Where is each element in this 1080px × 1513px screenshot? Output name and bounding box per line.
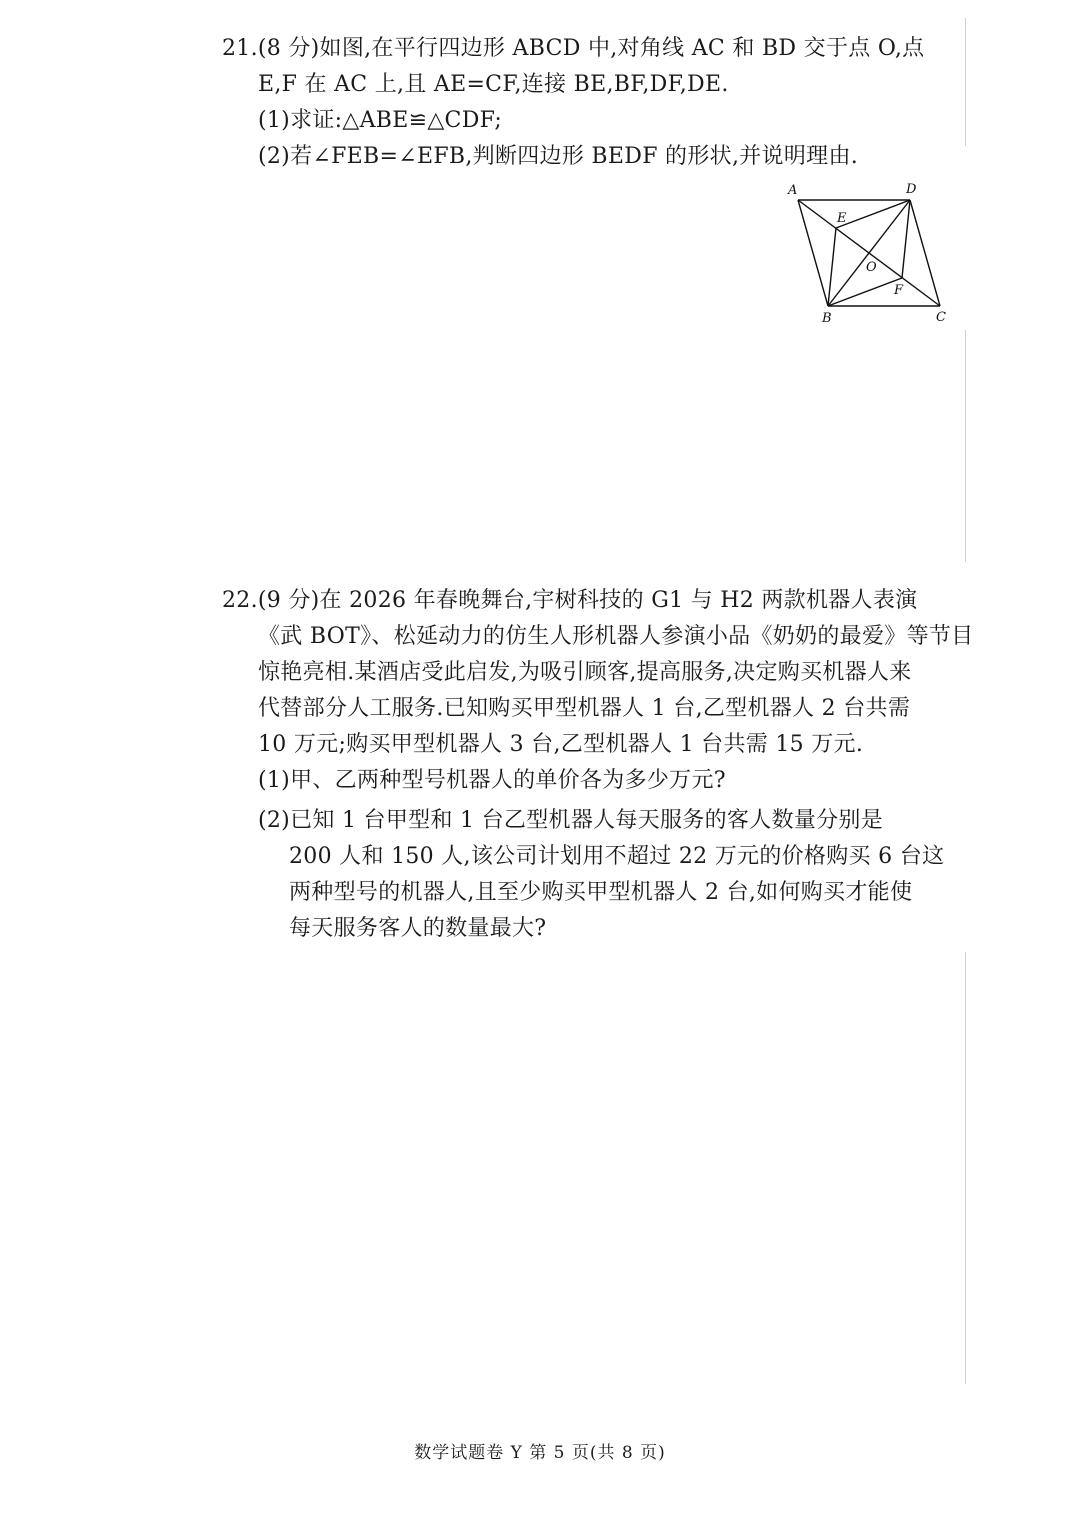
q22-line-1: 22.(9 分)在 2026 年春晚舞台,宇树科技的 G1 与 H2 两款机器人表演: [222, 588, 918, 613]
page-footer: 数学试题卷 Y 第 5 页(共 8 页): [414, 1443, 666, 1463]
q22-line-4: 代替部分人工服务.已知购买甲型机器人 1 台,乙型机器人 2 台共需: [258, 696, 911, 721]
q21-part-1: (1)求证:△ABE≌△CDF;: [258, 108, 503, 133]
q21-line-1: 21.(8 分)如图,在平行四边形 ABCD 中,对角线 AC 和 BD 交于点 O,点: [222, 36, 925, 61]
q22-part-2-line-3: 两种型号的机器人,且至少购买甲型机器人 2 台,如何购买才能使: [289, 880, 913, 905]
parallelogram-figure: [782, 178, 952, 328]
segment-df: [902, 200, 910, 278]
margin-rule-upper: [965, 330, 966, 562]
q22-line-2: 《武 BOT》、松延动力的仿生人形机器人参演小品《奶奶的最爱》等节目: [258, 624, 974, 649]
side-ba: [798, 200, 828, 306]
q22-line-5: 10 万元;购买甲型机器人 3 台,乙型机器人 1 台共需 15 万元.: [258, 732, 864, 757]
q21-part-2: (2)若∠FEB=∠EFB,判断四边形 BEDF 的形状,并说明理由.: [258, 144, 859, 169]
q22-part-2-line-2: 200 人和 150 人,该公司计划用不超过 22 万元的价格购买 6 台这: [289, 844, 945, 869]
segment-be: [828, 228, 836, 306]
label-o: O: [866, 260, 877, 275]
label-c: C: [936, 310, 946, 325]
margin-rule-lower: [965, 952, 966, 1384]
label-d: D: [906, 182, 917, 197]
q22-line-3: 惊艳亮相.某酒店受此启发,为吸引顾客,提高服务,决定购买机器人来: [258, 660, 912, 685]
margin-rule-top: [965, 18, 966, 146]
label-b: B: [822, 311, 832, 326]
side-dc: [910, 200, 940, 306]
label-a: A: [788, 183, 798, 198]
q22-part-2-line-4: 每天服务客人的数量最大?: [289, 916, 547, 941]
q21-line-2: E,F 在 AC 上,且 AE=CF,连接 BE,BF,DF,DE.: [258, 72, 729, 97]
q22-part-1: (1)甲、乙两种型号机器人的单价各为多少万元?: [258, 768, 726, 793]
q22-part-2-line-1: (2)已知 1 台甲型和 1 台乙型机器人每天服务的客人数量分别是: [258, 808, 884, 833]
label-e: E: [837, 211, 847, 226]
label-f: F: [894, 283, 904, 298]
